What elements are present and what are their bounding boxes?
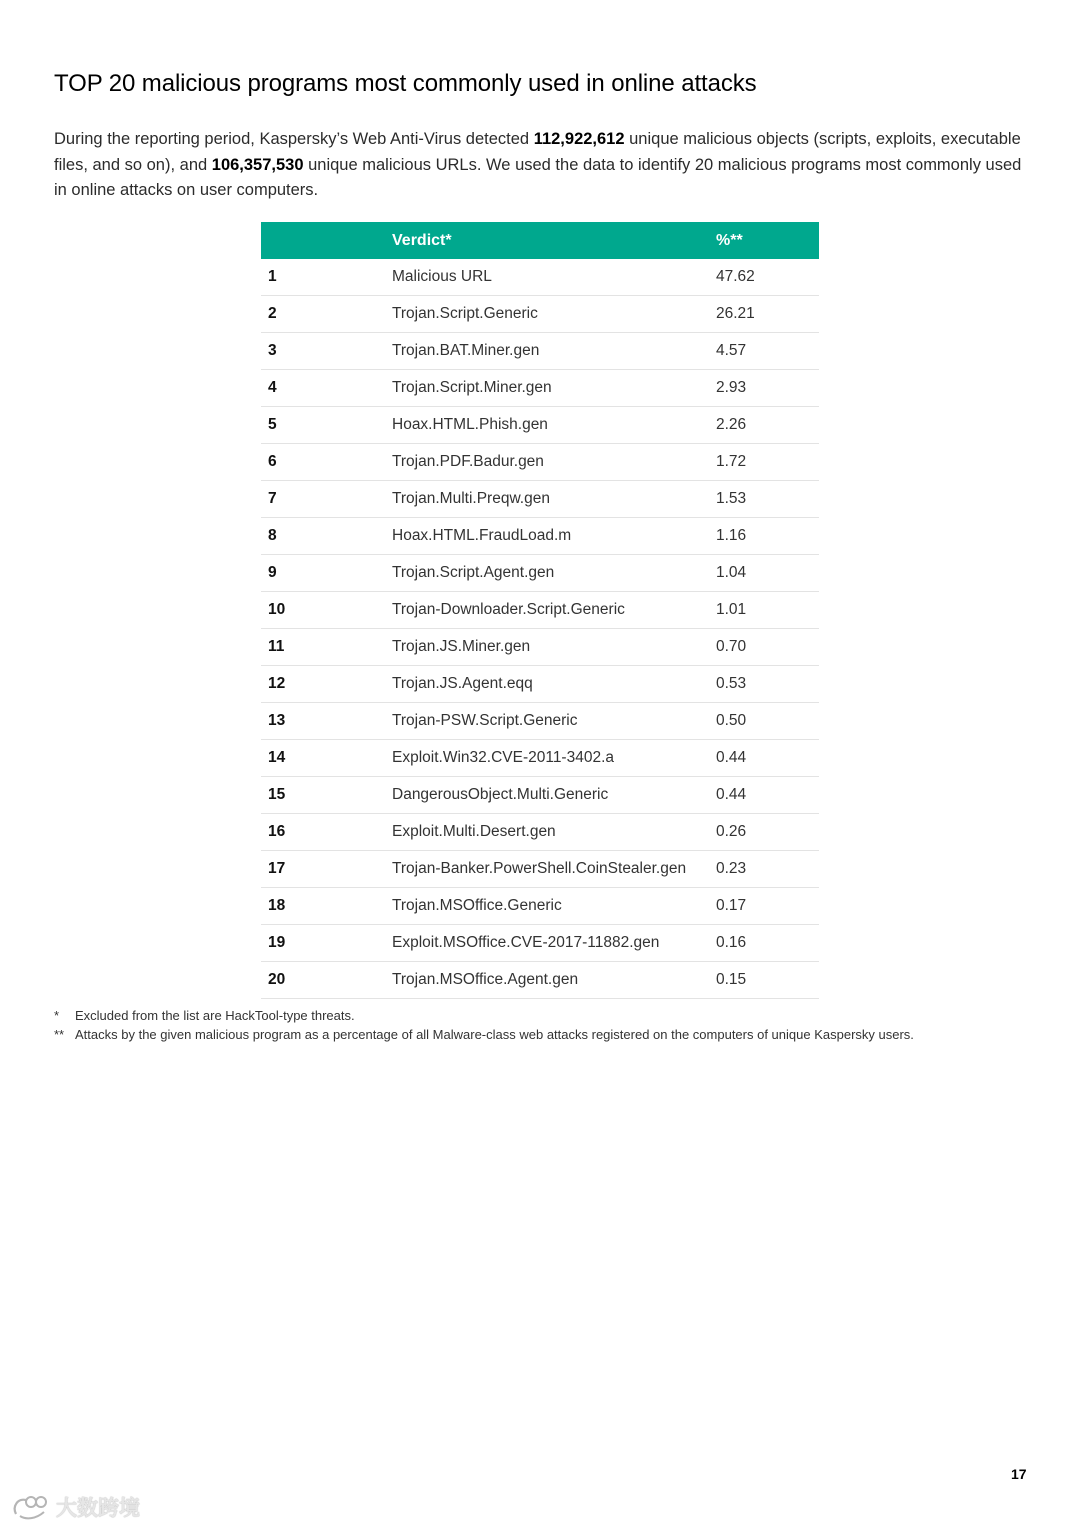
watermark-text: 大数跨境 <box>56 1497 140 1520</box>
verdict-cell: Trojan.Script.Agent.gen <box>392 555 716 592</box>
verdict-cell: Trojan-Downloader.Script.Generic <box>392 592 716 629</box>
table-header-row <box>261 222 819 259</box>
footnotes <box>54 1006 1044 1044</box>
rank-cell: 18 <box>261 888 392 925</box>
rank-cell: 9 <box>261 555 392 592</box>
verdict-cell: Trojan.Multi.Preqw.gen <box>392 481 716 518</box>
percent-cell: 1.04 <box>716 555 819 592</box>
percent-cell: 2.93 <box>716 370 819 407</box>
percent-cell: 0.70 <box>716 629 819 666</box>
verdict-cell: Exploit.Multi.Desert.gen <box>392 814 716 851</box>
rank-cell: 14 <box>261 740 392 777</box>
percent-cell: 26.21 <box>716 296 819 333</box>
verdict-cell: Trojan.PDF.Badur.gen <box>392 444 716 481</box>
rank-cell: 6 <box>261 444 392 481</box>
table-row <box>261 777 819 814</box>
table-body <box>261 259 819 999</box>
rank-cell: 15 <box>261 777 392 814</box>
table-row <box>261 555 819 592</box>
rank-cell: 4 <box>261 370 392 407</box>
verdict-cell: Trojan.MSOffice.Agent.gen <box>392 962 716 999</box>
table-row <box>261 925 819 962</box>
rank-cell: 3 <box>261 333 392 370</box>
percent-cell: 1.72 <box>716 444 819 481</box>
table-row <box>261 814 819 851</box>
verdict-cell: Malicious URL <box>392 259 716 296</box>
table-row <box>261 407 819 444</box>
table-row <box>261 370 819 407</box>
rank-header <box>261 222 392 259</box>
table-row <box>261 592 819 629</box>
footnote-mark: * <box>54 1008 60 1023</box>
rank-cell: 5 <box>261 407 392 444</box>
verdict-cell: Exploit.Win32.CVE-2011-3402.a <box>392 740 716 777</box>
verdict-header: Verdict* <box>392 222 716 259</box>
percent-cell: 0.53 <box>716 666 819 703</box>
table-row <box>261 629 819 666</box>
footnote-text: Attacks by the given malicious program as a percentage of all Malware-class web attacks registered on the computers of unique Kaspersky users. <box>75 1027 914 1042</box>
table-row <box>261 703 819 740</box>
table-row <box>261 296 819 333</box>
rank-cell: 19 <box>261 925 392 962</box>
rank-cell: 7 <box>261 481 392 518</box>
table-row <box>261 888 819 925</box>
rank-cell: 20 <box>261 962 392 999</box>
rank-cell: 11 <box>261 629 392 666</box>
verdict-cell: Trojan-PSW.Script.Generic <box>392 703 716 740</box>
footnote <box>54 1006 1044 1025</box>
urls-count: 106,357,530 <box>211 155 304 174</box>
footnote <box>54 1025 1044 1044</box>
percent-cell: 0.44 <box>716 740 819 777</box>
percent-cell: 1.16 <box>716 518 819 555</box>
rank-cell: 10 <box>261 592 392 629</box>
verdict-cell: Hoax.HTML.FraudLoad.m <box>392 518 716 555</box>
page-title: TOP 20 malicious programs most commonly used in online attacks <box>54 70 757 97</box>
percent-cell: 0.23 <box>716 851 819 888</box>
percent-cell: 0.16 <box>716 925 819 962</box>
verdicts-table <box>261 222 819 999</box>
footnote-text: Excluded from the list are HackTool-type threats. <box>75 1008 355 1023</box>
footnote-mark: ** <box>54 1027 65 1042</box>
verdict-cell: Trojan.Script.Miner.gen <box>392 370 716 407</box>
watermark <box>10 1492 140 1522</box>
verdict-cell: Trojan-Banker.PowerShell.CoinStealer.gen <box>392 851 716 888</box>
page-number: 17 <box>1011 1466 1027 1482</box>
rank-cell: 12 <box>261 666 392 703</box>
rank-cell: 2 <box>261 296 392 333</box>
rank-cell: 1 <box>261 259 392 296</box>
table-row <box>261 481 819 518</box>
verdict-cell: Trojan.BAT.Miner.gen <box>392 333 716 370</box>
table-row <box>261 333 819 370</box>
percent-cell: 0.26 <box>716 814 819 851</box>
verdict-cell: Trojan.MSOffice.Generic <box>392 888 716 925</box>
percent-header: %** <box>716 222 819 259</box>
rank-cell: 17 <box>261 851 392 888</box>
table-row <box>261 444 819 481</box>
table-row <box>261 666 819 703</box>
percent-cell: 0.17 <box>716 888 819 925</box>
intro-text-1: During the reporting period, Kaspersky’s Web Anti-Virus detected <box>54 130 534 148</box>
percent-cell: 47.62 <box>716 259 819 296</box>
intro-text-2: unique malicious objects (scripts, exploits, executable files, and so on), and <box>54 130 1021 174</box>
percent-cell: 0.44 <box>716 777 819 814</box>
intro-text-3: unique malicious URLs. We used the data to identify 20 malicious programs most commonly used in online attacks on user computers. <box>54 155 1022 199</box>
percent-cell: 1.01 <box>716 592 819 629</box>
verdict-cell: Exploit.MSOffice.CVE-2017-11882.gen <box>392 925 716 962</box>
percent-cell: 0.50 <box>716 703 819 740</box>
percent-cell: 0.15 <box>716 962 819 999</box>
table-row <box>261 518 819 555</box>
rank-cell: 16 <box>261 814 392 851</box>
verdict-cell: Trojan.JS.Miner.gen <box>392 629 716 666</box>
table-row <box>261 962 819 999</box>
verdict-cell: DangerousObject.Multi.Generic <box>392 777 716 814</box>
table-row <box>261 259 819 296</box>
intro-paragraph <box>54 127 1034 204</box>
percent-cell: 2.26 <box>716 407 819 444</box>
rank-cell: 13 <box>261 703 392 740</box>
table-row <box>261 851 819 888</box>
verdict-cell: Trojan.Script.Generic <box>392 296 716 333</box>
watermark-logo-icon <box>10 1492 52 1522</box>
objects-count: 112,922,612 <box>533 130 625 148</box>
table-row <box>261 740 819 777</box>
percent-cell: 1.53 <box>716 481 819 518</box>
verdict-cell: Hoax.HTML.Phish.gen <box>392 407 716 444</box>
rank-cell: 8 <box>261 518 392 555</box>
verdict-cell: Trojan.JS.Agent.eqq <box>392 666 716 703</box>
percent-cell: 4.57 <box>716 333 819 370</box>
